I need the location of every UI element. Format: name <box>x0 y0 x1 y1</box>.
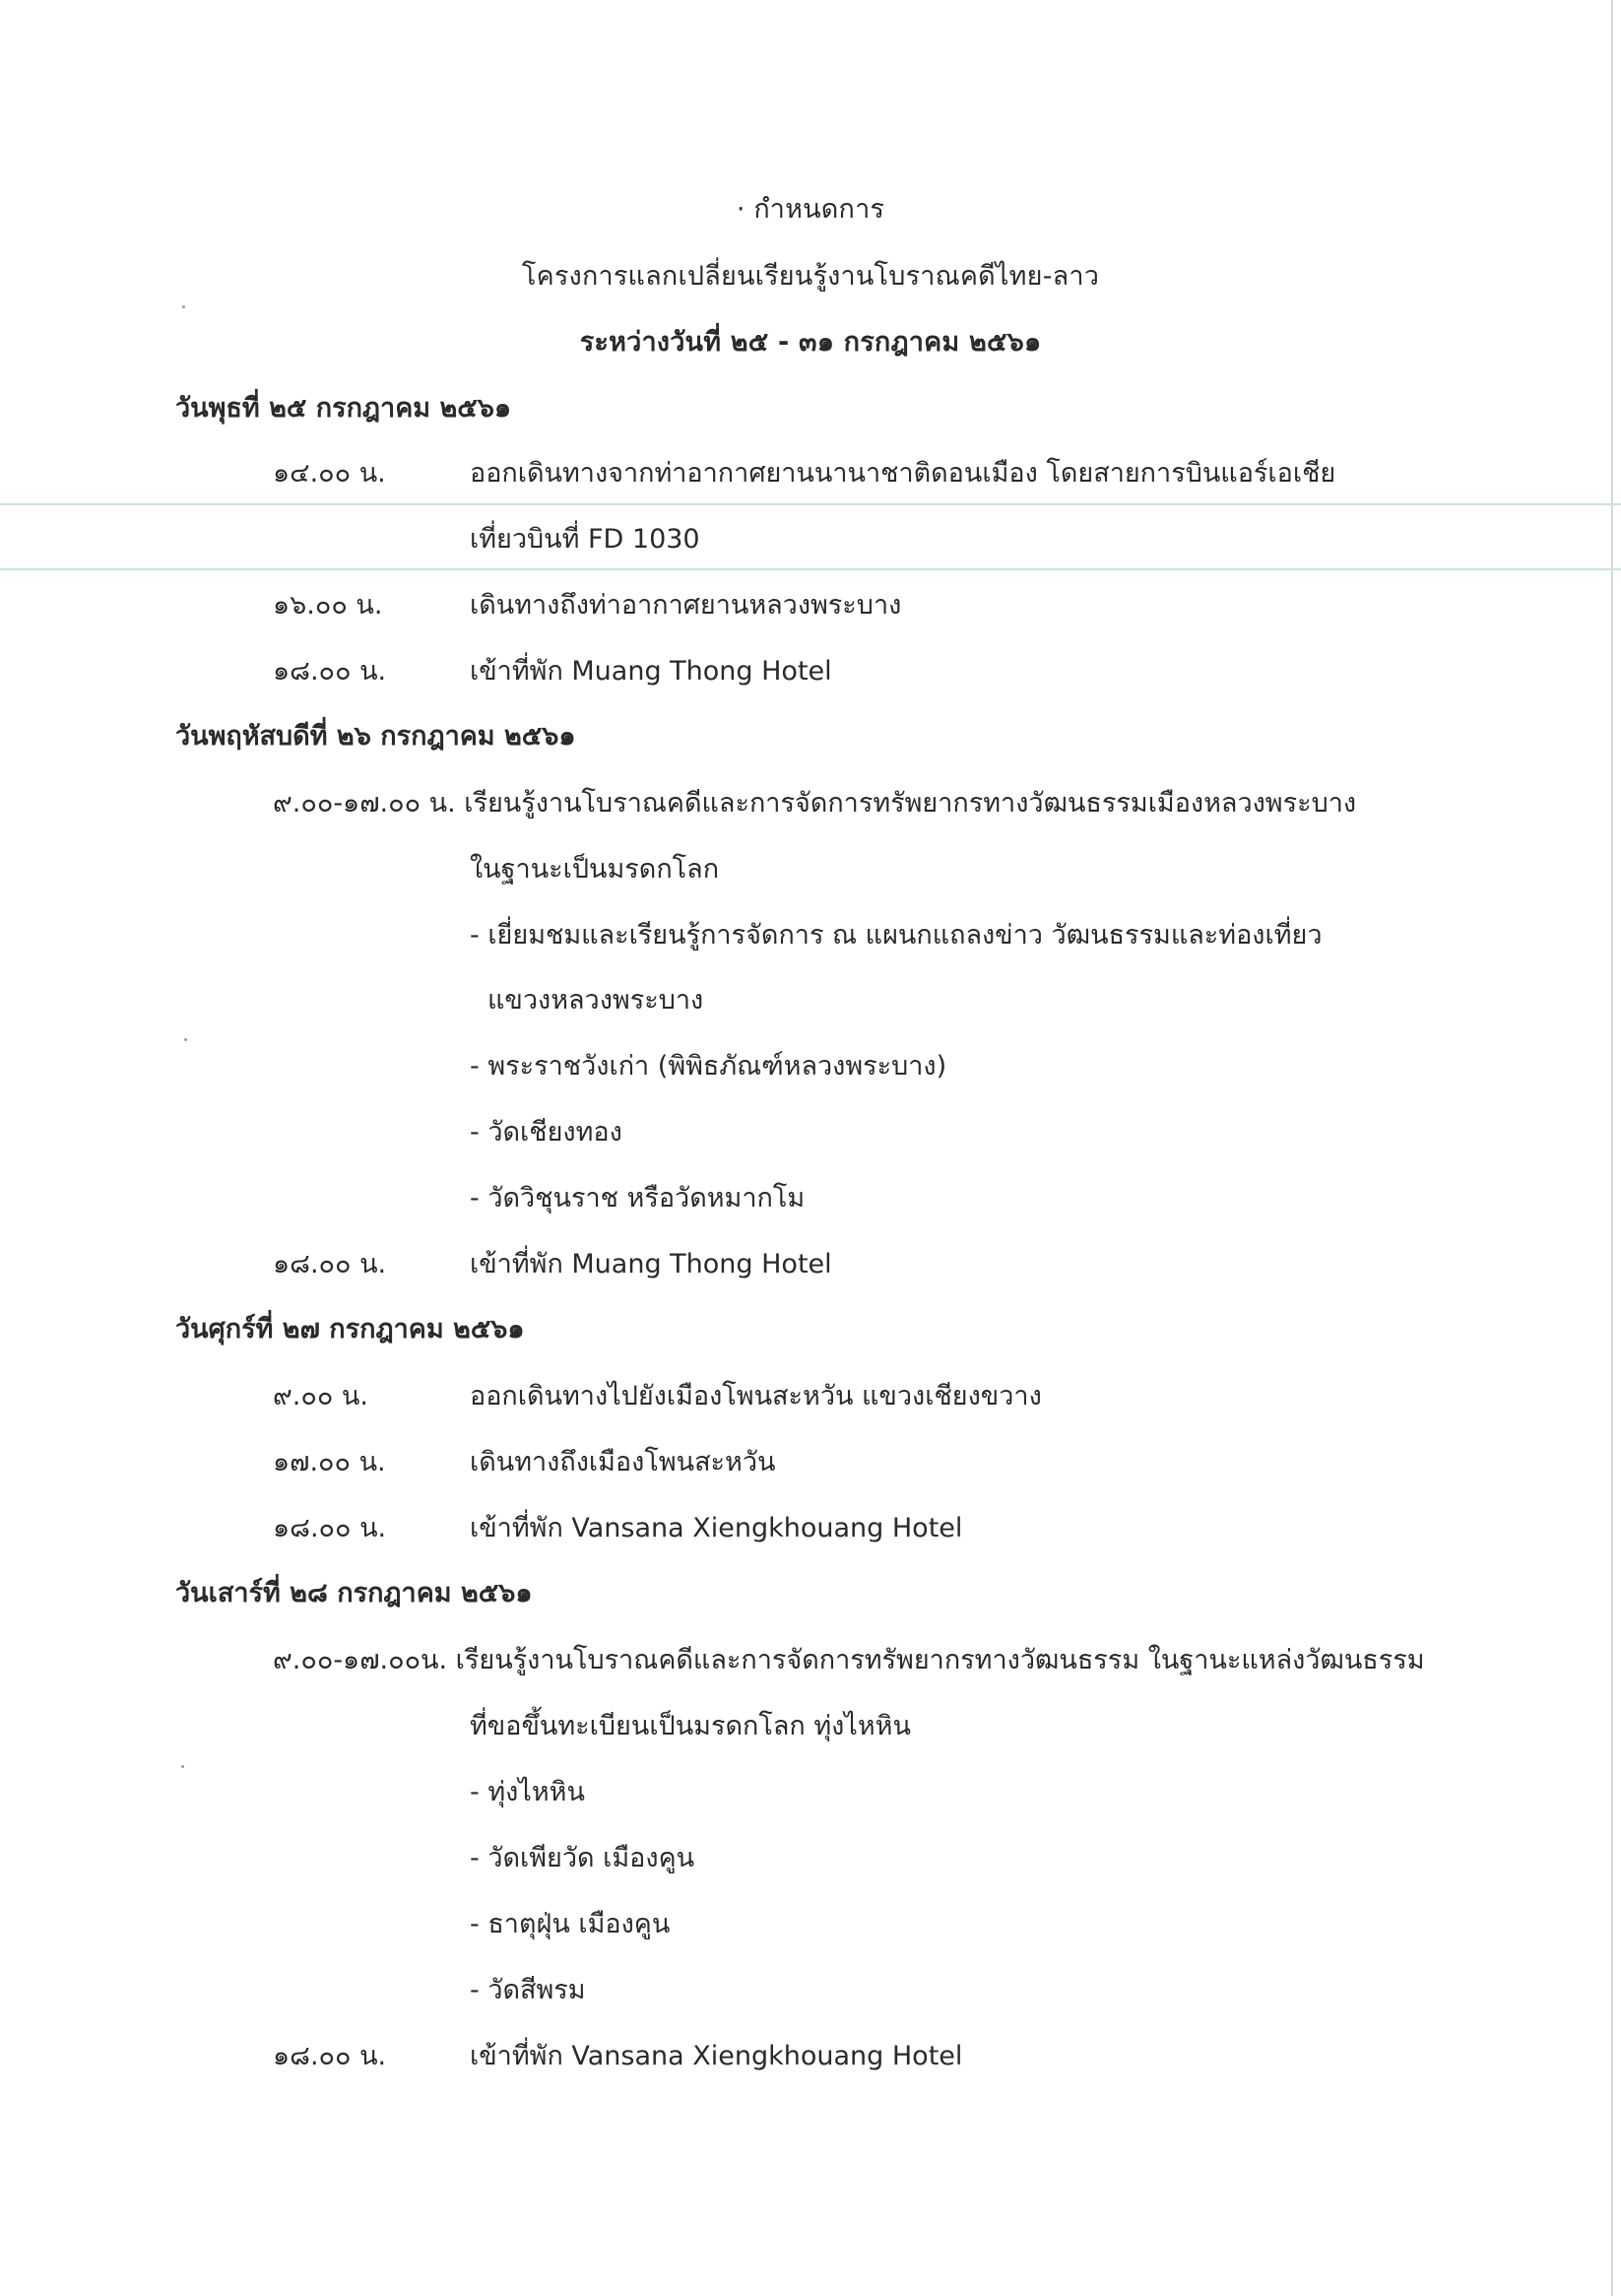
schedule-text: ในฐานะเป็นมรดกโลก <box>470 854 720 885</box>
schedule-text: - วัดวิชุนราช หรือวัดหมากโม <box>470 1183 806 1214</box>
scan-artifact-line <box>0 503 1621 505</box>
schedule-row <box>0 2034 1621 2073</box>
schedule-text: เข้าที่พัก Vansana Xiengkhouang Hotel <box>470 1513 963 1543</box>
schedule-time: ๑๘.๐๐ น. <box>273 656 387 687</box>
schedule-time: ๑๗.๐๐ น. <box>273 1447 386 1477</box>
schedule-time: ๙.๐๐ น. <box>273 1381 368 1411</box>
schedule-row <box>0 1902 1621 1941</box>
schedule-text: - ธาตุฝุ่น เมืองคูน <box>470 1909 671 1939</box>
schedule-row <box>0 1836 1621 1875</box>
schedule-row <box>0 583 1621 623</box>
schedule-text: เที่ยวบินที่ FD 1030 <box>470 524 700 555</box>
schedule-row <box>0 1968 1621 2007</box>
day-heading: วันพฤหัสบดีที่ ๒๖ กรกฎาคม ๒๕๖๑ <box>175 721 576 752</box>
schedule-text: - พระราชวังเก่า (พิพิธภัณฑ์หลวงพระบาง) <box>470 1051 947 1082</box>
schedule-time: ๑๘.๐๐ น. <box>273 2041 387 2071</box>
schedule-text: ที่ขอขึ้นทะเบียนเป็นมรดกโลก ทุ่งไหหิน <box>470 1711 911 1741</box>
schedule-row <box>0 649 1621 689</box>
schedule-row <box>0 1440 1621 1479</box>
schedule-text: เข้าที่พัก Muang Thong Hotel <box>470 1249 832 1279</box>
scan-artifact-line <box>0 568 1621 570</box>
day-heading: วันเสาร์ที่ ๒๘ กรกฎาคม ๒๕๖๑ <box>175 1578 533 1608</box>
schedule-time: ๑๘.๐๐ น. <box>273 1249 387 1279</box>
schedule-text: ออกเดินทางจากท่าอากาศยานนานาชาติดอนเมือง โดยสายการบินแอร์เอเชีย <box>470 458 1336 489</box>
scan-speck <box>182 305 185 308</box>
project-name: โครงการแลกเปลี่ยนเรียนรู้งานโบราณคดีไทย-ลาว <box>521 261 1100 292</box>
schedule-row <box>0 913 1621 952</box>
day-heading: วันพุธที่ ๒๕ กรกฎาคม ๒๕๖๑ <box>175 393 511 424</box>
schedule-text: - วัดเชียงทอง <box>470 1117 622 1148</box>
document-title: · กำหนดการ <box>736 194 885 225</box>
schedule-row <box>0 1770 1621 1809</box>
schedule-time: ๑๖.๐๐ น. <box>273 590 383 621</box>
schedule-time: ๑๘.๐๐ น. <box>273 1513 387 1543</box>
schedule-text: เข้าที่พัก Muang Thong Hotel <box>470 656 832 687</box>
schedule-text: - วัดสีพรม <box>470 1975 586 2005</box>
schedule-text: เข้าที่พัก Vansana Xiengkhouang Hotel <box>470 2041 963 2071</box>
schedule-row <box>0 1176 1621 1215</box>
scan-speck <box>184 1038 187 1041</box>
schedule-text: - วัดเพียวัด เมืองคูน <box>470 1843 695 1873</box>
schedule-text: - ทุ่งไหหิน <box>470 1777 585 1807</box>
schedule-row <box>0 1110 1621 1149</box>
schedule-row <box>0 847 1621 886</box>
schedule-row <box>0 1704 1621 1743</box>
schedule-row <box>0 781 1621 820</box>
schedule-row <box>0 1506 1621 1545</box>
schedule-text: ออกเดินทางไปยังเมืองโพนสะหวัน แขวงเชียงขวาง <box>470 1381 1042 1411</box>
schedule-row <box>0 1044 1621 1083</box>
schedule-time: ๙.๐๐-๑๗.๐๐ น. เรียนรู้งานโบราณคดีและการจัดการทรัพยากรทางวัฒนธรรมเมืองหลวงพระบาง <box>273 788 1357 819</box>
schedule-row <box>0 1638 1621 1677</box>
schedule-text: แขวงหลวงพระบาง <box>487 985 704 1016</box>
schedule-time: ๑๔.๐๐ น. <box>273 458 386 489</box>
schedule-row <box>0 1374 1621 1413</box>
schedule-row <box>0 451 1621 491</box>
day-heading: วันศุกร์ที่ ๒๗ กรกฎาคม ๒๕๖๑ <box>175 1314 525 1345</box>
schedule-text: - เยี่ยมชมและเรียนรู้การจัดการ ณ แผนกแถลงข่าว วัฒนธรรมและท่องเที่ยว <box>470 920 1323 951</box>
schedule-text: เดินทางถึงท่าอากาศยานหลวงพระบาง <box>470 590 902 621</box>
schedule-row <box>0 978 1621 1017</box>
schedule-time: ๙.๐๐-๑๗.๐๐น. เรียนรู้งานโบราณคดีและการจัดการทรัพยากรทางวัฒนธรรม ในฐานะแหล่งวัฒนธรรม <box>273 1645 1425 1675</box>
schedule-row <box>0 1242 1621 1281</box>
date-range: ระหว่างวันที่ ๒๕ - ๓๑ กรกฎาคม ๒๕๖๑ <box>579 327 1042 358</box>
schedule-row <box>0 517 1621 557</box>
schedule-text: เดินทางถึงเมืองโพนสะหวัน <box>470 1447 776 1477</box>
scan-speck <box>181 1765 184 1768</box>
